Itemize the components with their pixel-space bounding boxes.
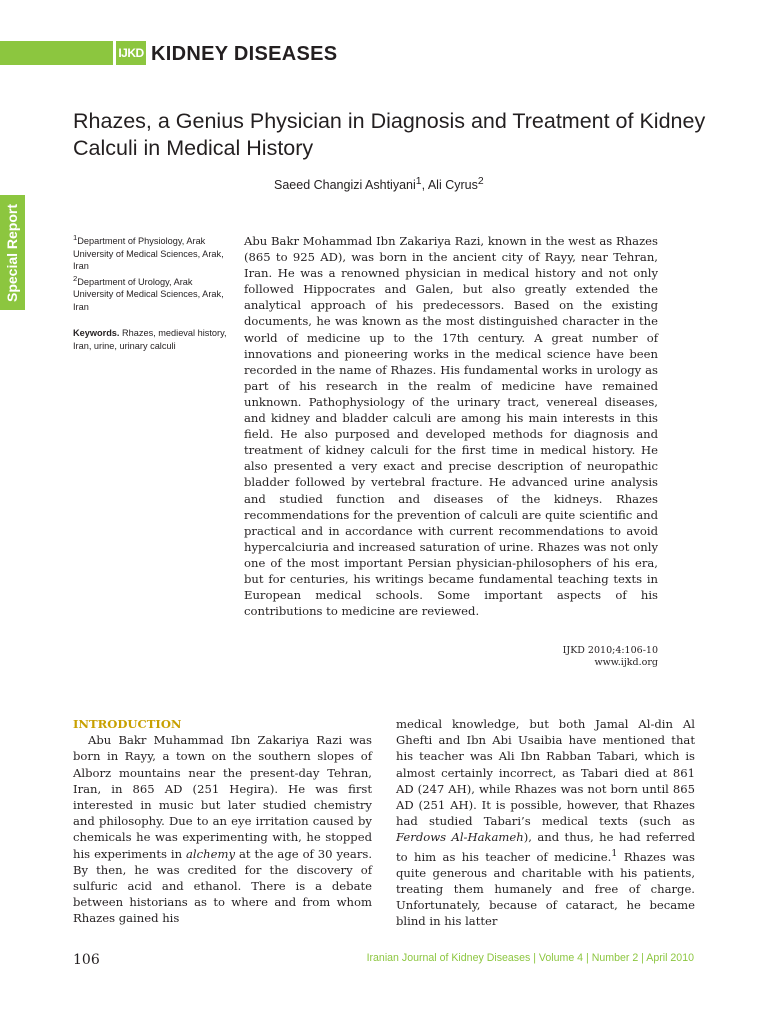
journal-footer: Iranian Journal of Kidney Diseases | Volume 4 | Number 2 | April 2010 bbox=[366, 952, 694, 964]
citation-ref: IJKD 2010;4:106-10 bbox=[562, 645, 658, 656]
header-accent-bar bbox=[0, 41, 113, 65]
article-title: Rhazes, a Genius Physician in Diagnosis and Treatment of Kidney Calculi in Medical History bbox=[73, 109, 706, 160]
body-column-1 bbox=[73, 716, 372, 927]
col2-text-b: ), and thus, he had referred to him as his teacher of medicine. bbox=[396, 830, 695, 864]
affiliation-1-text: Department of Physiology, Arak University of Medical Sciences, Arak, Iran bbox=[73, 236, 224, 272]
col2-text-a: medical knowledge, but both Jamal Al-din Al Ghefti and Ibn Abi Usaibia have mentioned that his teacher was Ali Ibn Rabban Tabari, which is almost certainly incorrect, as Tabari died at 861 AD (247 AH), while Rhazes was not born until 865 AD (251 AH). It is possible, however, that Rhazes had studied Tabari’s medical texts (such as bbox=[396, 717, 695, 829]
author-1: Saeed Changizi Ashtiyani bbox=[274, 178, 416, 193]
col2-text-c: Rhazes was quite generous and charitable with his patients, treating them humanely and free of charge. Unfortunately, because of cataract, he became blind in his latter bbox=[396, 849, 696, 929]
col1-text-b: at the age of 30 years. By then, he was credited for the discovery of sulfuric acid and ethanol. There is a debate between historians as to where and from whom Rhazes gained his bbox=[73, 846, 372, 926]
section-tab bbox=[0, 195, 25, 310]
page-number: 106 bbox=[73, 952, 100, 968]
introduction-paragraph bbox=[73, 732, 372, 926]
citation-block bbox=[563, 645, 658, 669]
affiliation-1-mark: 1 bbox=[73, 233, 78, 242]
keywords-text: Rhazes, medieval history, Iran, urine, urinary calculi bbox=[73, 328, 227, 351]
col1-italic: alchemy bbox=[186, 846, 236, 861]
author-separator: , bbox=[421, 178, 428, 193]
keywords bbox=[73, 327, 233, 352]
body-column-2 bbox=[396, 716, 695, 930]
abstract: Abu Bakr Mohammad Ibn Zakariya Razi, known in the west as Rhazes (865 to 925 AD), was born in the ancient city of Rayy, near Tehran, Iran. He was a renowned physician in medical history and not only followed Hippocrates and Galen, but also greatly extended the analytical approach of his predecessors. Based on the existing documents, he was known as the most distinguished character in the world of medicine up to the 17th century. A great number of innovations and pioneering works in the medical science have been recorded in the name of Rhazes. His fundamental works in urology as part of his research in the realm of medicine have remained unknown. Pathophysiology of the urinary tract, venereal diseases, and kidney and bladder calculi are among his main interests in this field. He also purposed and developed methods for diagnosis and treatment of kidney calculi for the first time in medical history. He also presented a very exact and precise description of neuropathic bladder followed by vertebral fracture. He advanced urine analysis and studied function and diseases of the kidneys. Rhazes recommendations for the prevention of calculi are quite scientific and practical and in accordance with current recommendations to avoid hypercalciuria and increased saturation of urine. Rhazes was not only one of the most important Persian physician-philosophers of his era, but for centuries, his writings became fundamental teaching texts in European medical schools. Some important aspects of his contributions to medicine are reviewed. bbox=[244, 234, 658, 619]
author-2: Ali Cyrus bbox=[427, 178, 478, 193]
affiliations bbox=[73, 232, 233, 352]
introduction-heading: INTRODUCTION bbox=[73, 717, 182, 731]
journal-url[interactable]: www.ijkd.org bbox=[594, 657, 658, 668]
affiliation-2 bbox=[73, 273, 233, 314]
reference-mark[interactable]: 1 bbox=[611, 847, 618, 859]
col2-italic: Ferdows Al-Hakameh bbox=[396, 830, 524, 845]
journal-name: KIDNEY DISEASES bbox=[151, 43, 338, 65]
affiliation-2-text: Department of Urology, Arak University of Medical Sciences, Arak, Iran bbox=[73, 276, 224, 312]
affiliation-1 bbox=[73, 232, 233, 273]
affiliation-2-mark: 2 bbox=[73, 273, 78, 283]
col1-text-a: Abu Bakr Muhammad Ibn Zakariya Razi was born in Rayy, a town on the southern slopes of Alborz mountains near the present-day Tehran, Iran, in 865 AD (251 Hegira). He was first interested in music but later studied chemistry and philosophy. Due to an eye irritation caused by chemicals he was experimenting with, he stopped his experiments in bbox=[73, 733, 372, 861]
column-2-paragraph bbox=[396, 716, 695, 930]
author-line bbox=[274, 176, 484, 192]
author-1-affiliation: 1 bbox=[415, 176, 422, 187]
section-tab-label: Special Report bbox=[4, 203, 21, 302]
author-2-affiliation: 2 bbox=[477, 176, 484, 187]
keywords-label: Keywords. bbox=[73, 328, 120, 339]
journal-logo: IJKD bbox=[116, 41, 146, 65]
